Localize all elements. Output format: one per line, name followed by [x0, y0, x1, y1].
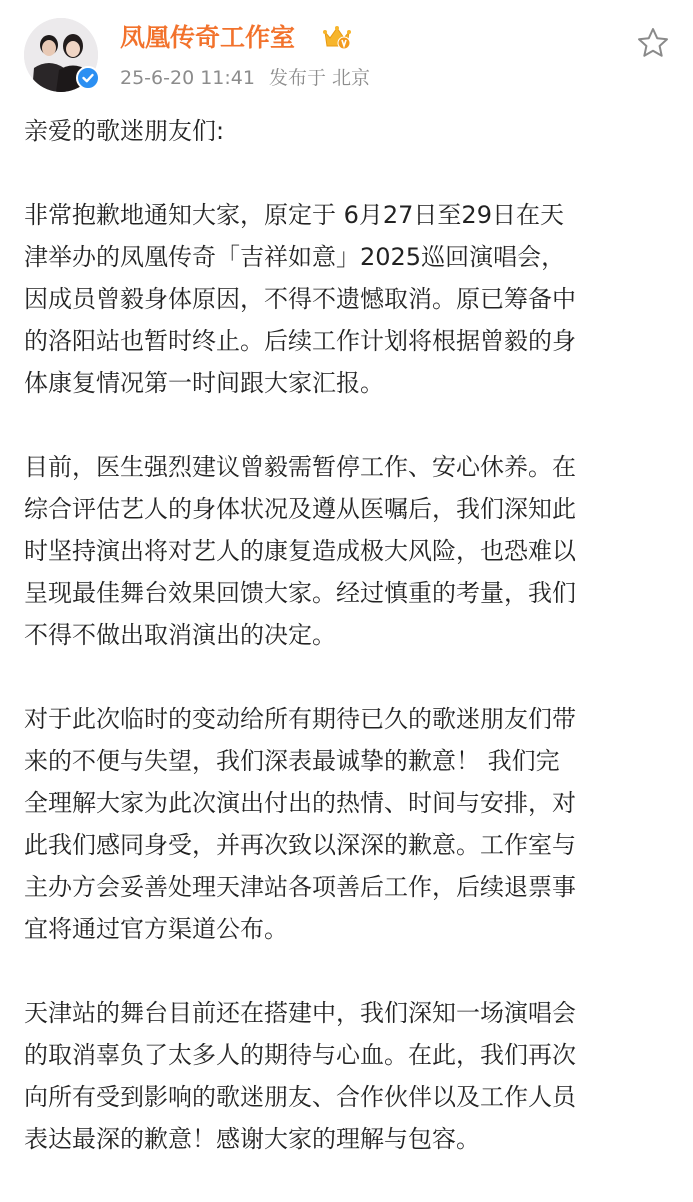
verified-badge-icon [76, 66, 100, 90]
post-paragraph [24, 698, 674, 950]
text-line: 主办方会妥善处理天津站各项善后工作，后续退票事 [24, 873, 576, 901]
text-line: 呈现最佳舞台效果回馈大家。经过慎重的考量，我们 [24, 579, 576, 607]
text-line: 天津站的舞台目前还在搭建中，我们深知一场演唱会 [24, 999, 576, 1027]
text-line: 全理解大家为此次演出付出的热情、时间与安排，对 [24, 789, 576, 817]
text-line: 表达最深的歉意！感谢大家的理解与包容。 [24, 1125, 480, 1153]
account-name[interactable]: 凤凰传奇工作室 [120, 23, 296, 52]
post-paragraph [24, 194, 674, 404]
text-line: 非常抱歉地通知大家，原定于 6月27日至29日在天 [24, 201, 564, 229]
text-line: 不得不做出取消演出的决定。 [24, 621, 336, 649]
post-body [24, 110, 674, 1202]
text-line: 宜将通过官方渠道公布。 [24, 915, 288, 943]
post-greeting: 亲爱的歌迷朋友们: [24, 117, 225, 145]
text-line: 津举办的凤凰传奇「吉祥如意」2025巡回演唱会， [24, 243, 566, 271]
text-line: 体康复情况第一时间跟大家汇报。 [24, 369, 384, 397]
text-line: 此我们感同身受，并再次致以深深的歉意。工作室与 [24, 831, 576, 859]
text-line: 的洛阳站也暂时终止。后续工作计划将根据曾毅的身 [24, 327, 576, 355]
post-meta [120, 64, 370, 92]
post-paragraph [24, 992, 674, 1160]
crown-vip-icon [322, 24, 352, 52]
text-line: 向所有受到影响的歌迷朋友、合作伙伴以及工作人员 [24, 1083, 576, 1111]
text-line: 的取消辜负了太多人的期待与心血。在此，我们再次 [24, 1041, 576, 1069]
text-line: 因成员曾毅身体原因，不得不遗憾取消。原已筹备中 [24, 285, 576, 313]
text-line: 来的不便与失望，我们深表最诚挚的歉意！ 我们完 [24, 747, 560, 775]
star-outline-icon[interactable] [636, 26, 670, 60]
post-header [0, 0, 693, 100]
text-line: 对于此次临时的变动给所有期待已久的歌迷朋友们带 [24, 705, 576, 733]
text-line: 目前，医生强烈建议曾毅需暂停工作、安心休养。在 [24, 453, 576, 481]
text-line: 综合评估艺人的身体状况及遵从医嘱后，我们深知此 [24, 495, 576, 523]
post-paragraph [24, 446, 674, 656]
text-line: 时坚持演出将对艺人的康复造成极大风险，也恐难以 [24, 537, 576, 565]
post-location: 发布于 北京 [268, 67, 370, 89]
post-timestamp: 25-6-20 11:41 [120, 67, 255, 89]
